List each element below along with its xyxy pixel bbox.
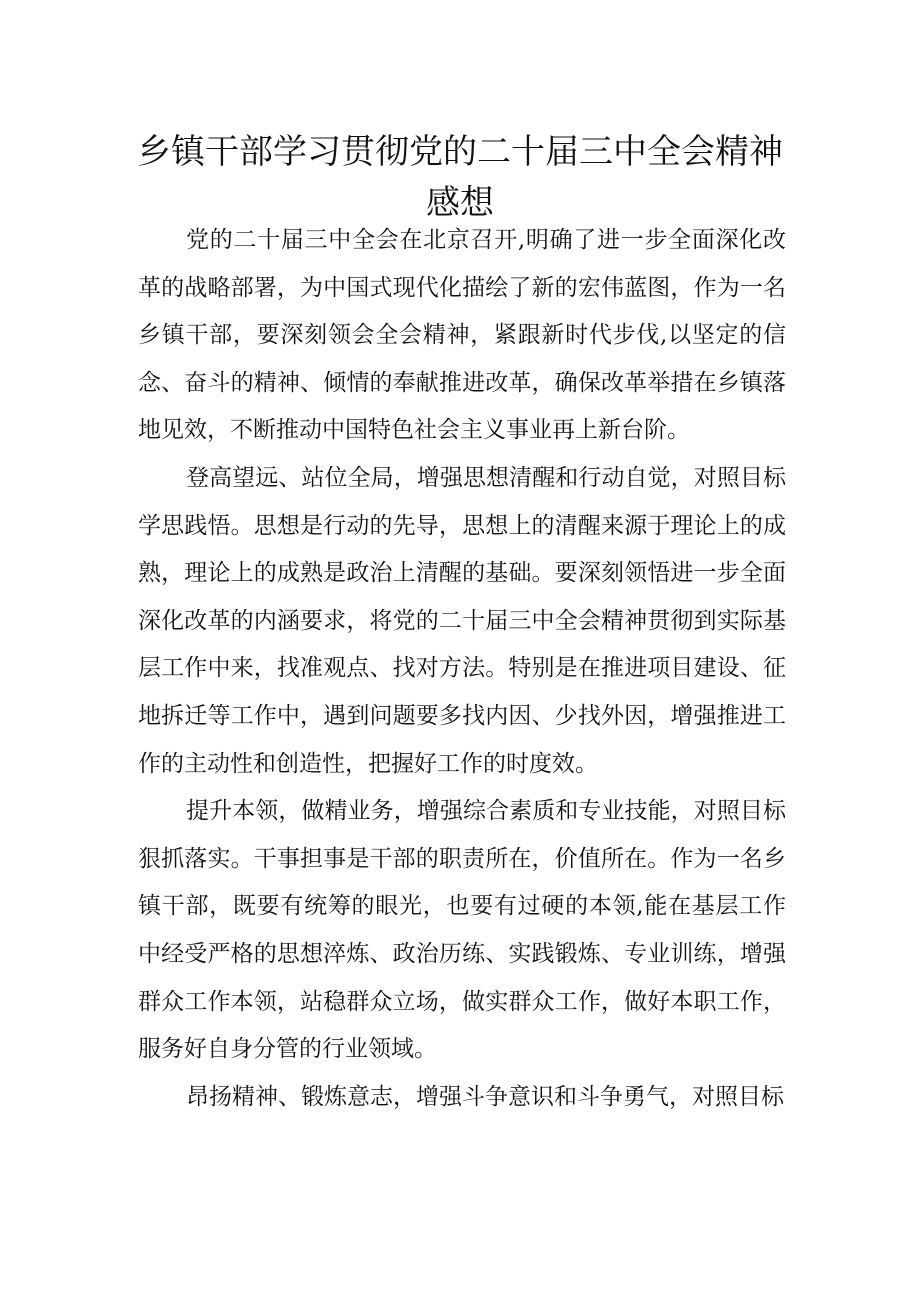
paragraph-4: 昂扬精神、锻炼意志，增强斗争意识和斗争勇气，对照目标	[186, 1083, 784, 1110]
paragraph-2: 登高望远、站位全局，增强思想清醒和行动自觉，对照目标学思践悟。思想是行动的先导，思想上的清醒来源于理论上的成熟，理论上的成熟是政治上清醒的基础。要深刻领悟进一步全面深化改革的内涵要求，将党的二十届三中全会精神贯彻到实际基层工作中来，找准观点、找对方法。特别是在推进项目建设、征地拆迁等工作中，遇到问题要多找内因、少找外因，增强推进工作的主动性和创造性，把握好工作的时度效。	[138, 464, 786, 777]
document-body	[138, 217, 786, 1121]
paragraph-3: 提升本领，做精业务，增强综合素质和专业技能，对照目标狠抓落实。干事担事是干部的职责所在，价值所在。作为一名乡镇干部，既要有统筹的眼光，也要有过硬的本领,能在基层工作中经受严格的思想淬炼、政治历练、实践锻炼、专业训练，增强群众工作本领，站稳群众立场，做实群众工作，做好本职工作，服务好自身分管的行业领域。	[138, 798, 786, 1063]
document-title: 乡镇干部学习贯彻党的二十届三中全会精神感想	[137, 132, 783, 223]
paragraph-1: 党的二十届三中全会在北京召开,明确了进一步全面深化改革的战略部署，为中国式现代化描绘了新的宏伟蓝图，作为一名乡镇干部，要深刻领会全会精神，紧跟新时代步伐,以坚定的信念、奋斗的精神、倾情的奉献推进改革，确保改革举措在乡镇落地见效，不断推动中国特色社会主义事业再上新台阶。	[138, 227, 786, 444]
